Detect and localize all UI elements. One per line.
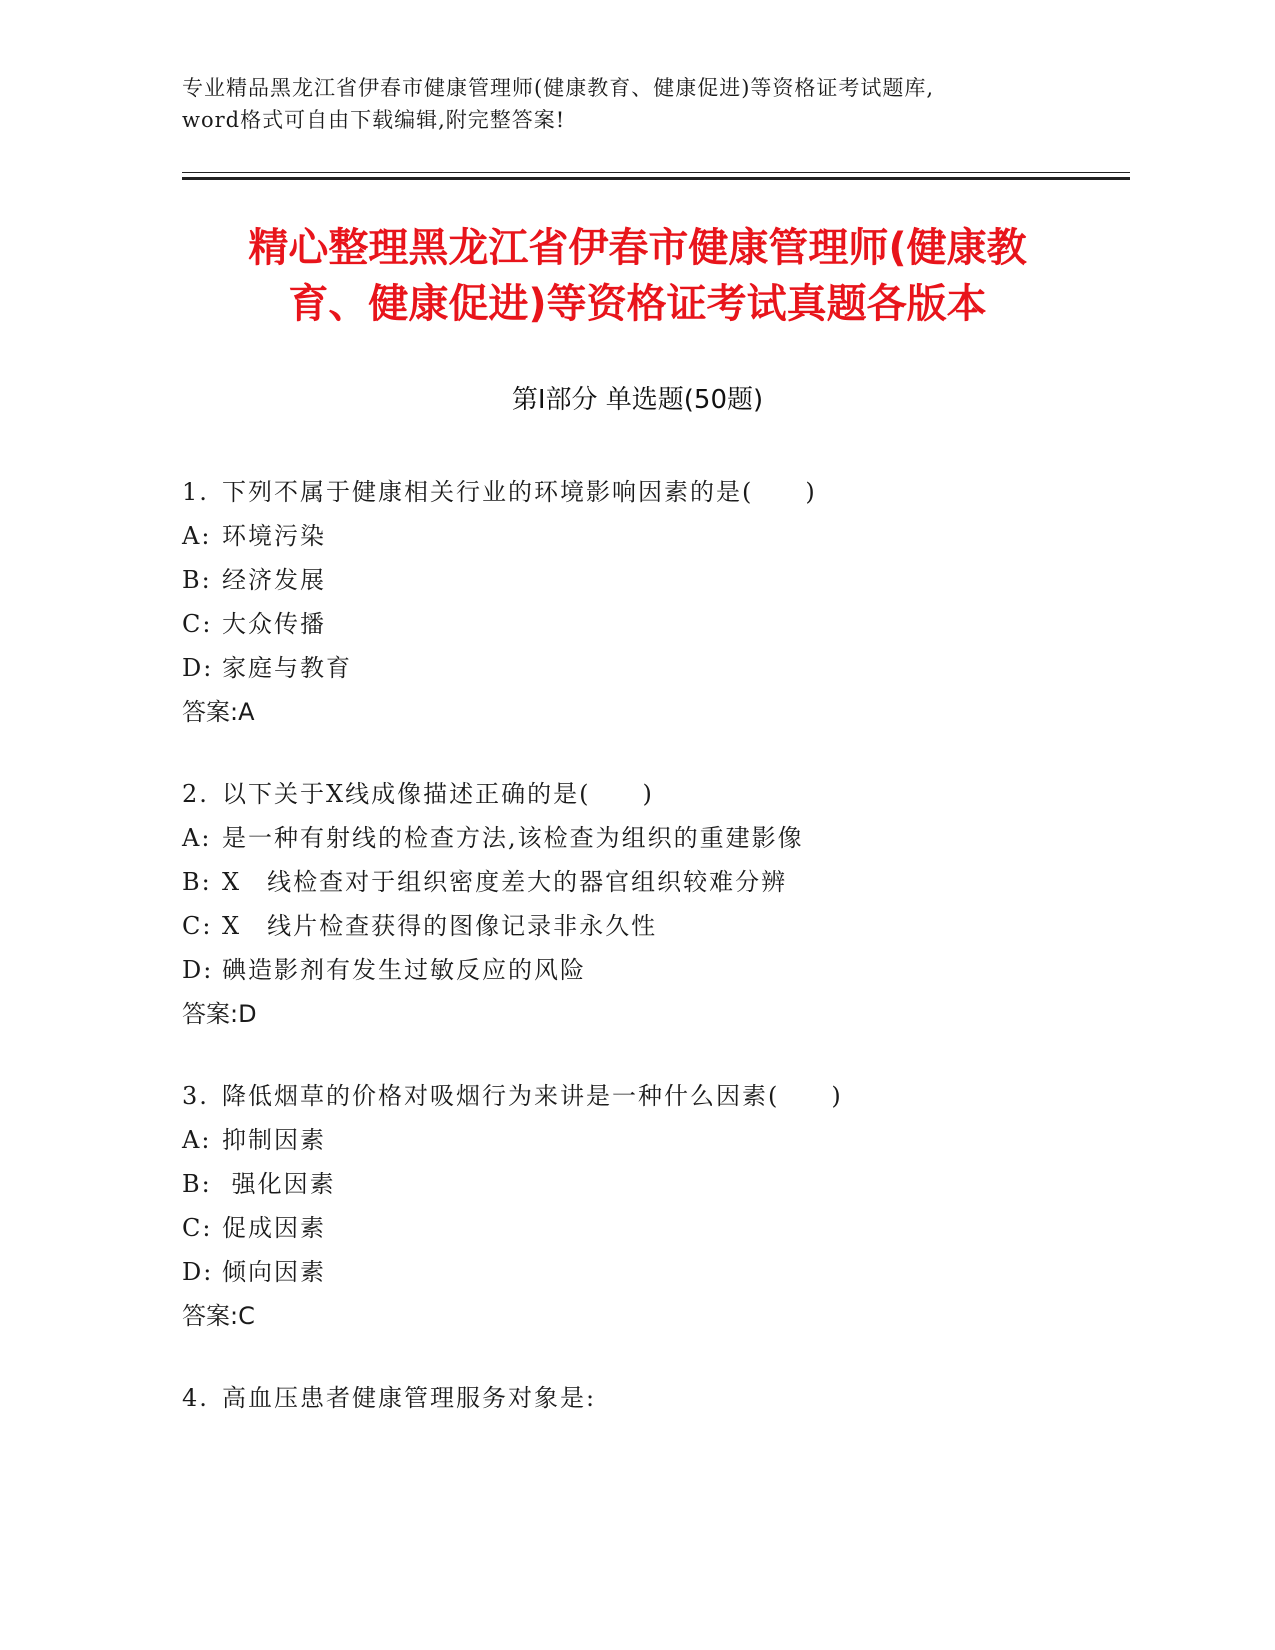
option-text: X 线检查对于组织密度差大的器官组织较难分辨 xyxy=(222,868,788,896)
option-b xyxy=(182,860,1142,904)
answer: 答案:A xyxy=(182,698,255,726)
header-divider-thick xyxy=(182,177,1130,180)
title-line-2: 育、健康促进)等资格证考试真题各版本 xyxy=(288,281,987,327)
question-stem xyxy=(182,1074,1142,1118)
question-text: 降低烟草的价格对吸烟行为来讲是一种什么因素( ) xyxy=(222,1082,843,1110)
question-stem xyxy=(182,772,1142,816)
option-b xyxy=(182,558,1142,602)
answer: 答案:D xyxy=(182,1000,257,1028)
option-letter: D: xyxy=(182,1258,214,1286)
option-text: 是一种有射线的检查方法,该检查为组织的重建影像 xyxy=(222,824,804,852)
question-number: 3. xyxy=(182,1082,209,1110)
option-b xyxy=(182,1162,1142,1206)
document-title xyxy=(150,220,1125,332)
option-letter: A: xyxy=(182,1126,212,1154)
option-letter: B: xyxy=(182,1170,212,1198)
question-1 xyxy=(182,470,1142,734)
option-a xyxy=(182,816,1142,860)
option-d xyxy=(182,948,1142,992)
option-a xyxy=(182,1118,1142,1162)
question-number: 4. xyxy=(182,1384,209,1412)
header-divider-thin xyxy=(182,172,1130,173)
option-c xyxy=(182,904,1142,948)
question-text: 下列不属于健康相关行业的环境影响因素的是( ) xyxy=(222,478,817,506)
question-2 xyxy=(182,772,1142,1036)
option-letter: C: xyxy=(182,610,213,638)
section-heading: 第Ⅰ部分 单选题(50题) xyxy=(511,385,764,415)
option-a xyxy=(182,514,1142,558)
question-number: 2. xyxy=(182,780,209,808)
option-letter: B: xyxy=(182,868,212,896)
option-text: 抑制因素 xyxy=(222,1126,326,1154)
option-letter: A: xyxy=(182,824,212,852)
question-text: 高血压患者健康管理服务对象是: xyxy=(222,1384,597,1412)
option-letter: C: xyxy=(182,1214,213,1242)
header-note xyxy=(182,72,1102,136)
question-stem xyxy=(182,1376,1142,1420)
option-text: 经济发展 xyxy=(222,566,326,594)
option-c xyxy=(182,602,1142,646)
question-stem xyxy=(182,470,1142,514)
option-text: 碘造影剂有发生过敏反应的风险 xyxy=(222,956,586,984)
answer: 答案:C xyxy=(182,1302,255,1330)
option-text: 倾向因素 xyxy=(222,1258,326,1286)
option-letter: A: xyxy=(182,522,212,550)
option-letter: B: xyxy=(182,566,212,594)
option-text: 环境污染 xyxy=(222,522,326,550)
question-3 xyxy=(182,1074,1142,1338)
header-note-line-2: word格式可自由下载编辑,附完整答案! xyxy=(182,108,566,132)
question-list xyxy=(182,470,1142,1458)
question-number: 1. xyxy=(182,478,209,506)
option-d xyxy=(182,1250,1142,1294)
option-text: 大众传播 xyxy=(222,610,326,638)
option-d xyxy=(182,646,1142,690)
header-note-line-1: 专业精品黑龙江省伊春市健康管理师(健康教育、健康促进)等资格证考试题库, xyxy=(182,76,935,100)
option-letter: D: xyxy=(182,654,214,682)
option-text: X 线片检查获得的图像记录非永久性 xyxy=(222,912,658,940)
option-text: 家庭与教育 xyxy=(222,654,352,682)
option-text: 强化因素 xyxy=(222,1170,336,1198)
option-c xyxy=(182,1206,1142,1250)
title-line-1: 精心整理黑龙江省伊春市健康管理师(健康教 xyxy=(248,225,1027,271)
option-letter: C: xyxy=(182,912,213,940)
question-text: 以下关于X线成像描述正确的是( ) xyxy=(222,780,654,808)
option-letter: D: xyxy=(182,956,214,984)
option-text: 促成因素 xyxy=(222,1214,326,1242)
question-4 xyxy=(182,1376,1142,1420)
